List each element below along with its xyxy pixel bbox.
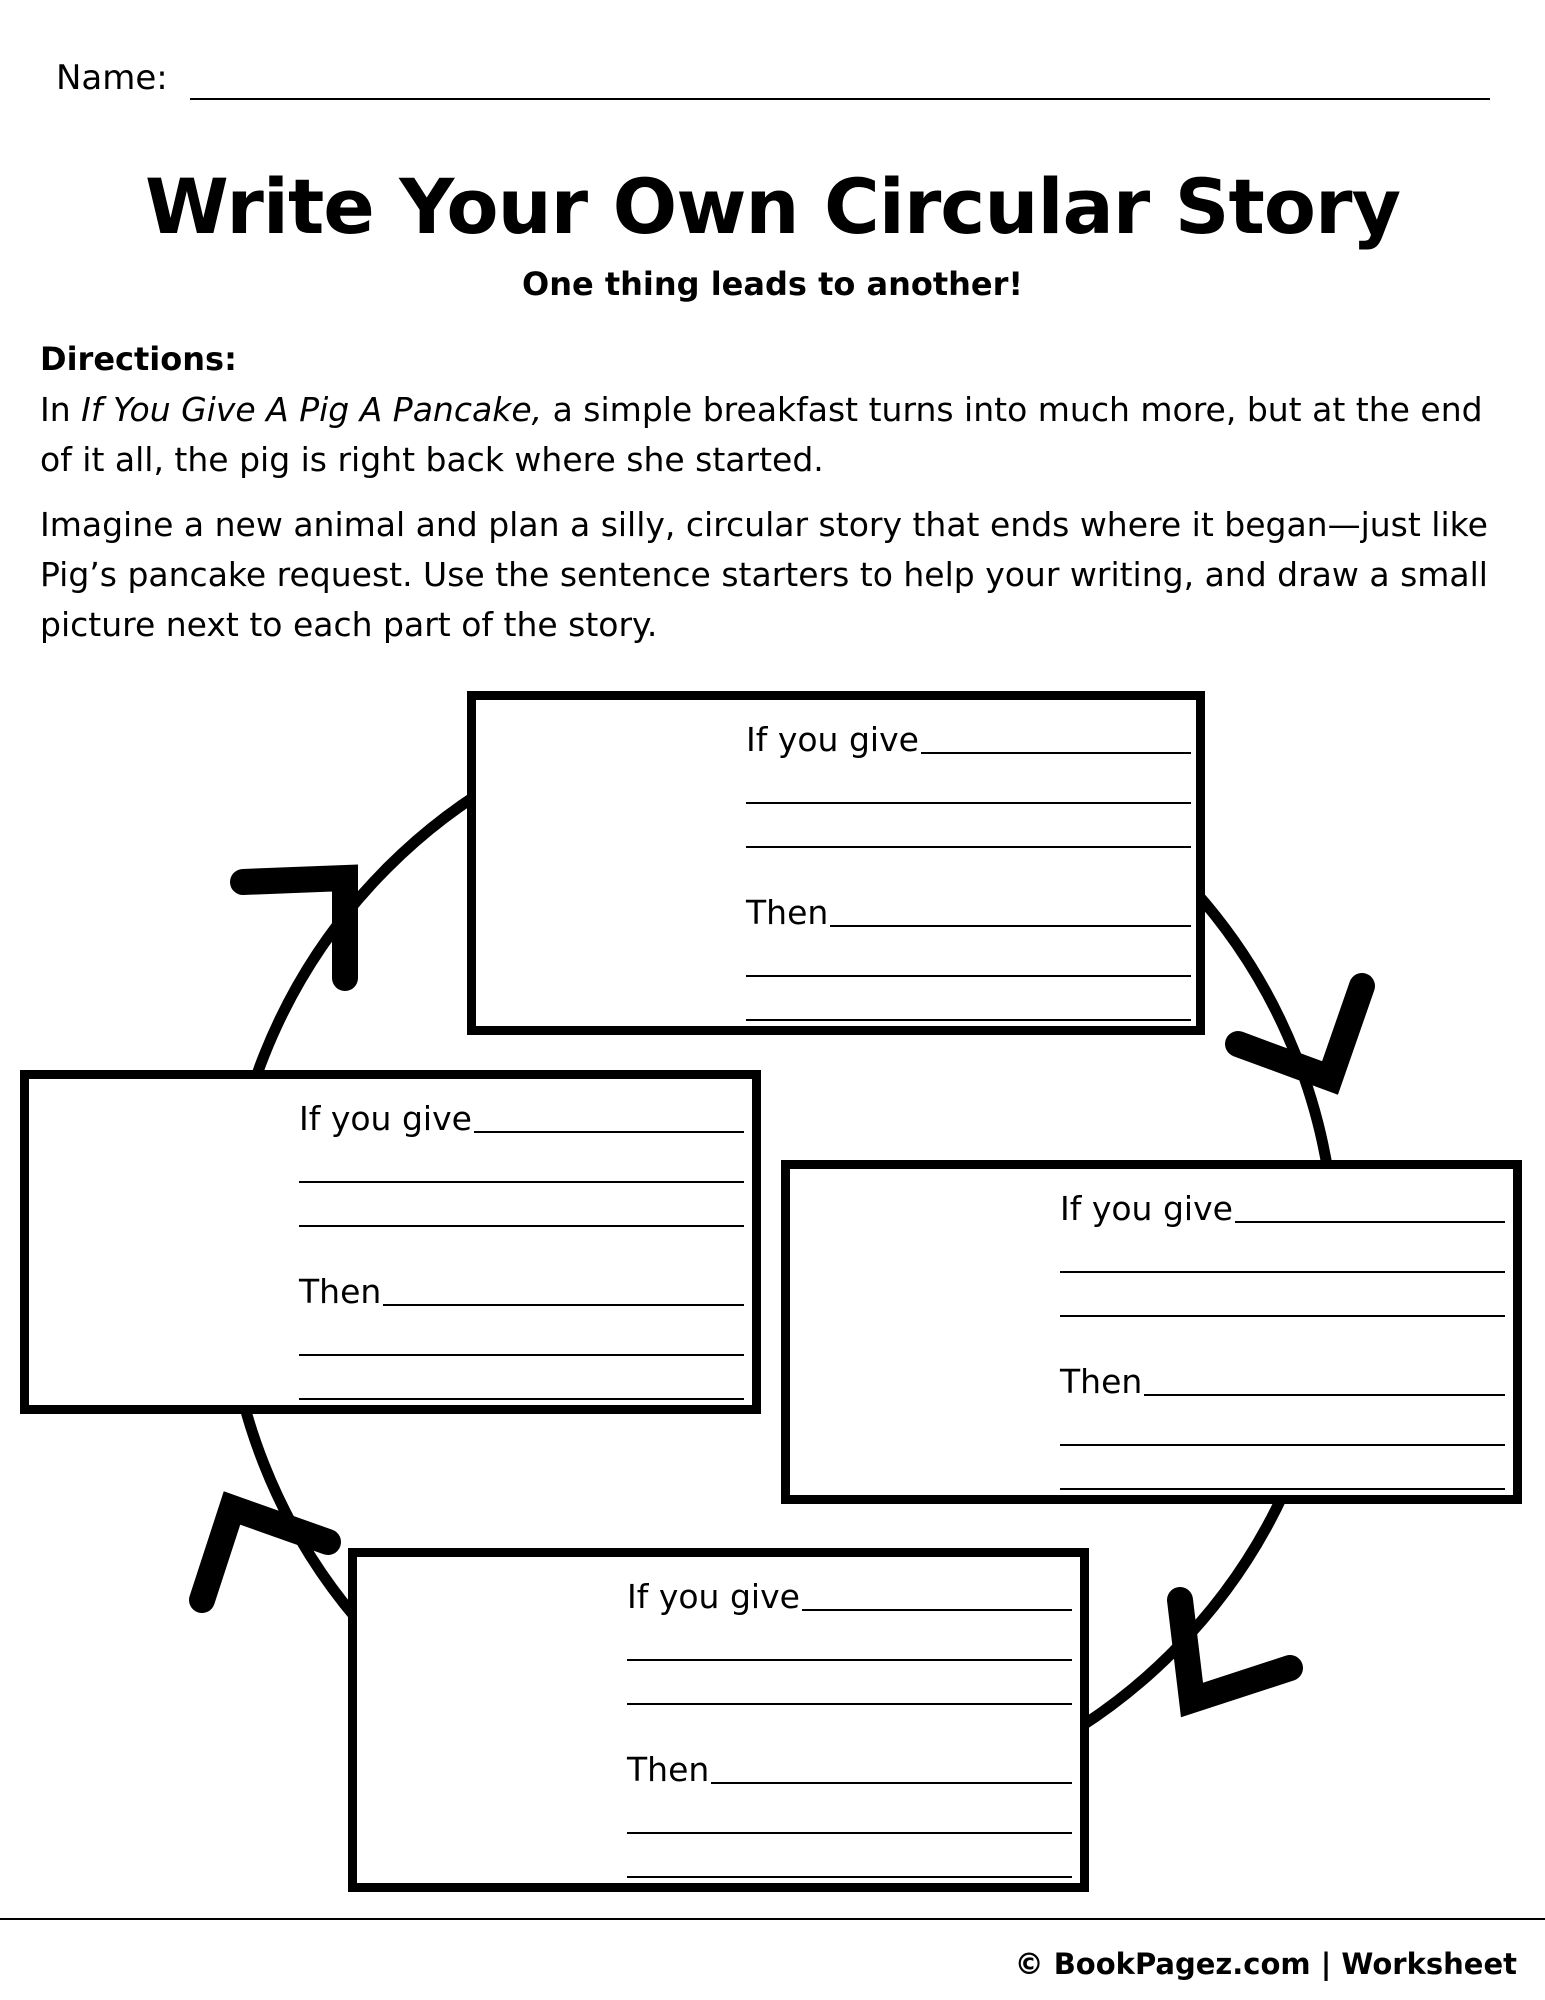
write-line[interactable] — [711, 1782, 1072, 1784]
prompt-area — [746, 720, 1191, 1021]
arrow-top-left-icon — [243, 878, 345, 978]
if-you-give-label: If you give — [299, 1099, 472, 1138]
book-title: If You Give A Pig A Pancake, — [81, 390, 543, 429]
name-write-line[interactable] — [190, 98, 1490, 100]
write-line[interactable] — [1060, 1402, 1505, 1446]
then-row[interactable] — [627, 1750, 1072, 1790]
if-you-give-label: If you give — [627, 1577, 800, 1616]
arrow-left-lower-icon — [202, 1508, 328, 1600]
prompt-area — [299, 1099, 744, 1400]
story-box-right — [781, 1160, 1522, 1504]
write-line[interactable] — [746, 804, 1191, 848]
arrow-right-lower-icon — [1180, 1600, 1290, 1700]
then-row[interactable] — [299, 1272, 744, 1312]
write-line[interactable] — [299, 1356, 744, 1400]
write-line[interactable] — [1144, 1394, 1505, 1396]
p1-suffix: a simple breakfast turns into much more, but at the end of it all, the pig is right back where she started. — [40, 390, 1483, 479]
write-line[interactable] — [627, 1790, 1072, 1834]
write-line[interactable] — [802, 1609, 1072, 1611]
story-box-left — [20, 1070, 761, 1414]
then-label: Then — [746, 893, 829, 932]
page-title: Write Your Own Circular Story — [144, 162, 1401, 251]
then-label: Then — [1060, 1362, 1143, 1401]
then-row[interactable] — [1060, 1362, 1505, 1402]
if-you-give-row[interactable] — [746, 720, 1191, 760]
write-line[interactable] — [627, 1661, 1072, 1705]
arrow-right-upper-icon — [1238, 986, 1362, 1078]
then-row[interactable] — [746, 893, 1191, 933]
if-you-give-label: If you give — [746, 720, 919, 759]
write-line[interactable] — [627, 1834, 1072, 1878]
if-you-give-label: If you give — [1060, 1189, 1233, 1228]
if-you-give-row[interactable] — [1060, 1189, 1505, 1229]
if-you-give-row[interactable] — [627, 1577, 1072, 1617]
if-you-give-row[interactable] — [299, 1099, 744, 1139]
then-label: Then — [627, 1750, 710, 1789]
prompt-area — [627, 1577, 1072, 1878]
prompt-area — [1060, 1189, 1505, 1490]
directions-paragraph-1 — [40, 385, 1510, 485]
write-line[interactable] — [1060, 1446, 1505, 1490]
then-label: Then — [299, 1272, 382, 1311]
write-line[interactable] — [299, 1312, 744, 1356]
write-line[interactable] — [746, 933, 1191, 977]
footer-divider — [0, 1918, 1545, 1920]
write-line[interactable] — [1060, 1229, 1505, 1273]
write-line[interactable] — [1060, 1273, 1505, 1317]
write-line[interactable] — [921, 752, 1191, 754]
write-line[interactable] — [627, 1617, 1072, 1661]
page-subtitle: One thing leads to another! — [522, 265, 1023, 303]
write-line[interactable] — [746, 760, 1191, 804]
write-line[interactable] — [746, 977, 1191, 1021]
write-line[interactable] — [383, 1304, 744, 1306]
story-box-bottom — [348, 1548, 1089, 1892]
directions-paragraph-2: Imagine a new animal and plan a silly, circular story that ends where it began—just like Pig’s pancake request. Use the sentence starters to help your writing, and draw a small picture next to each part of the story. — [40, 505, 1488, 644]
write-line[interactable] — [299, 1139, 744, 1183]
p1-prefix: In — [40, 390, 82, 429]
write-line[interactable] — [474, 1131, 744, 1133]
directions-heading: Directions: — [40, 340, 237, 378]
write-line[interactable] — [1235, 1221, 1505, 1223]
write-line[interactable] — [299, 1183, 744, 1227]
name-label: Name: — [56, 58, 168, 98]
story-box-top — [467, 691, 1205, 1035]
footer-credit: © BookPagez.com | Worksheet — [1014, 1947, 1517, 1981]
write-line[interactable] — [830, 925, 1191, 927]
